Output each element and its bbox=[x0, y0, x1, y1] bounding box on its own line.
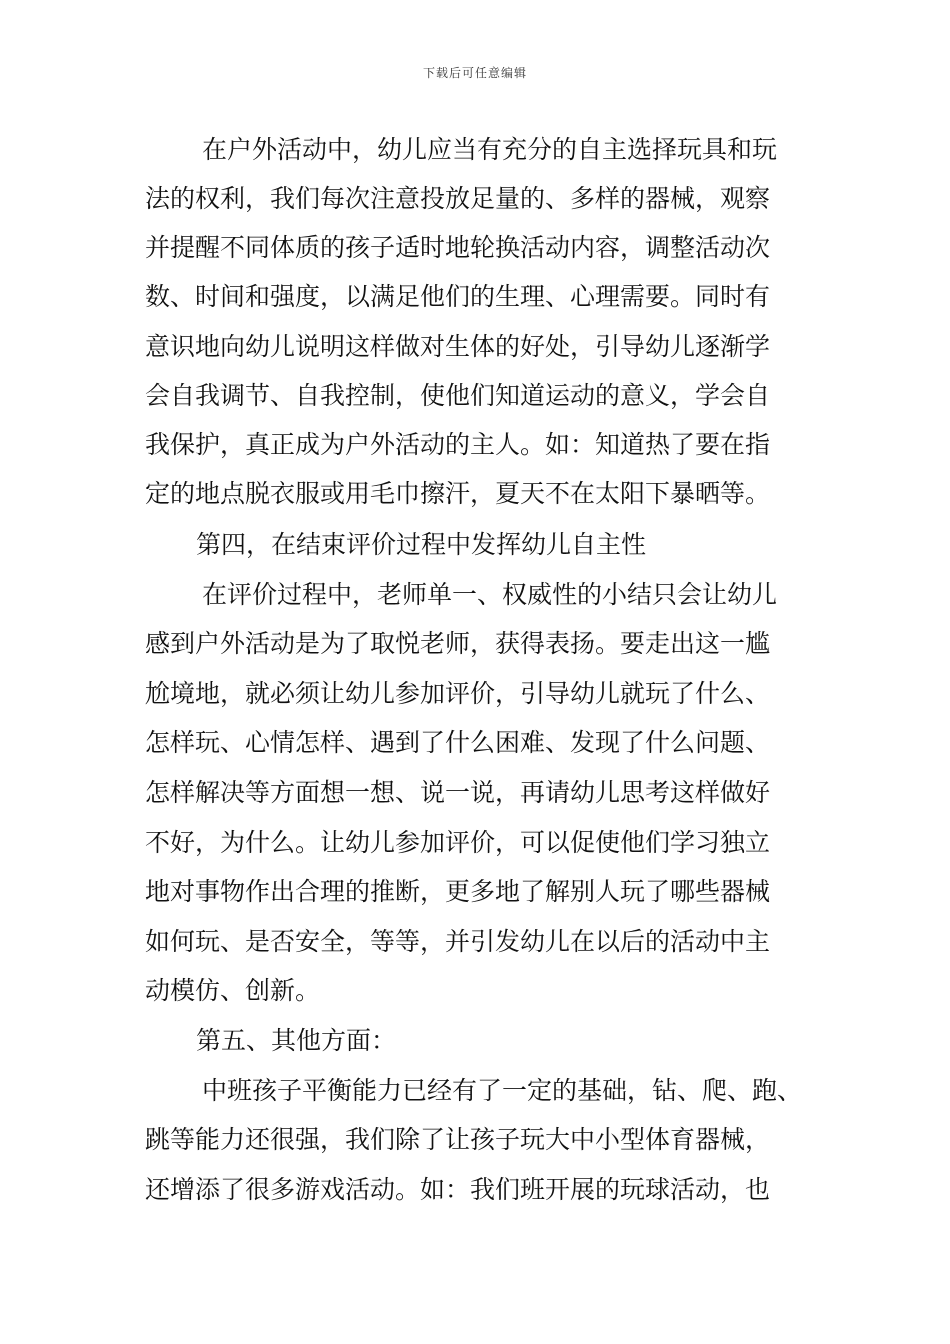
text-line: 如何玩、是否安全，等等，并引发幼儿在以后的活动中主 bbox=[145, 927, 771, 956]
text-line: 感到户外活动是为了取悦老师，获得表扬。要走出这一尴 bbox=[145, 629, 771, 658]
section-heading: 第五、其他方面： bbox=[196, 1026, 397, 1055]
text-line: 会自我调节、自我控制，使他们知道运动的意义，学会自 bbox=[145, 381, 771, 410]
text-line: 法的权利，我们每次注意投放足量的、多样的器械，观察 bbox=[145, 184, 771, 213]
page-header: 下载后可任意编辑 bbox=[422, 66, 527, 80]
text-line: 怎样玩、心情怎样、遇到了什么困难、发现了什么问题、 bbox=[145, 728, 771, 757]
text-line: 跳等能力还很强，我们除了让孩子玩大中小型体育器械， bbox=[145, 1125, 771, 1154]
text-line: 中班孩子平衡能力已经有了一定的基础，钻、爬、跑、 bbox=[202, 1076, 803, 1105]
text-line: 意识地向幼儿说明这样做对生体的好处，引导幼儿逐渐学 bbox=[145, 332, 771, 361]
section-heading: 第四，在结束评价过程中发挥幼儿自主性 bbox=[196, 530, 647, 559]
text-line: 数、时间和强度，以满足他们的生理、心理需要。同时有 bbox=[145, 282, 771, 311]
text-line: 还增添了很多游戏活动。如：我们班开展的玩球活动，也 bbox=[145, 1175, 771, 1204]
text-line: 尬境地，就必须让幼儿参加评价，引导幼儿就玩了什么、 bbox=[145, 679, 771, 708]
text-line: 并提醒不同体质的孩子适时地轮换活动内容，调整活动次 bbox=[145, 233, 771, 262]
text-line: 在户外活动中，幼儿应当有充分的自主选择玩具和玩 bbox=[202, 135, 778, 164]
text-line: 怎样解决等方面想一想、说一说，再请幼儿思考这样做好 bbox=[145, 778, 771, 807]
text-line: 地对事物作出合理的推断，更多地了解别人玩了哪些器械 bbox=[145, 877, 771, 906]
text-line: 动模仿、创新。 bbox=[145, 976, 321, 1005]
text-line: 在评价过程中，老师单一、权威性的小结只会让幼儿 bbox=[202, 580, 778, 609]
text-line: 定的地点脱衣服或用毛巾擦汗，夏天不在太阳下暴晒等。 bbox=[145, 479, 771, 508]
text-line: 我保护，真正成为户外活动的主人。如：知道热了要在指 bbox=[145, 430, 771, 459]
text-line: 不好，为什么。让幼儿参加评价，可以促使他们学习独立 bbox=[145, 828, 771, 857]
